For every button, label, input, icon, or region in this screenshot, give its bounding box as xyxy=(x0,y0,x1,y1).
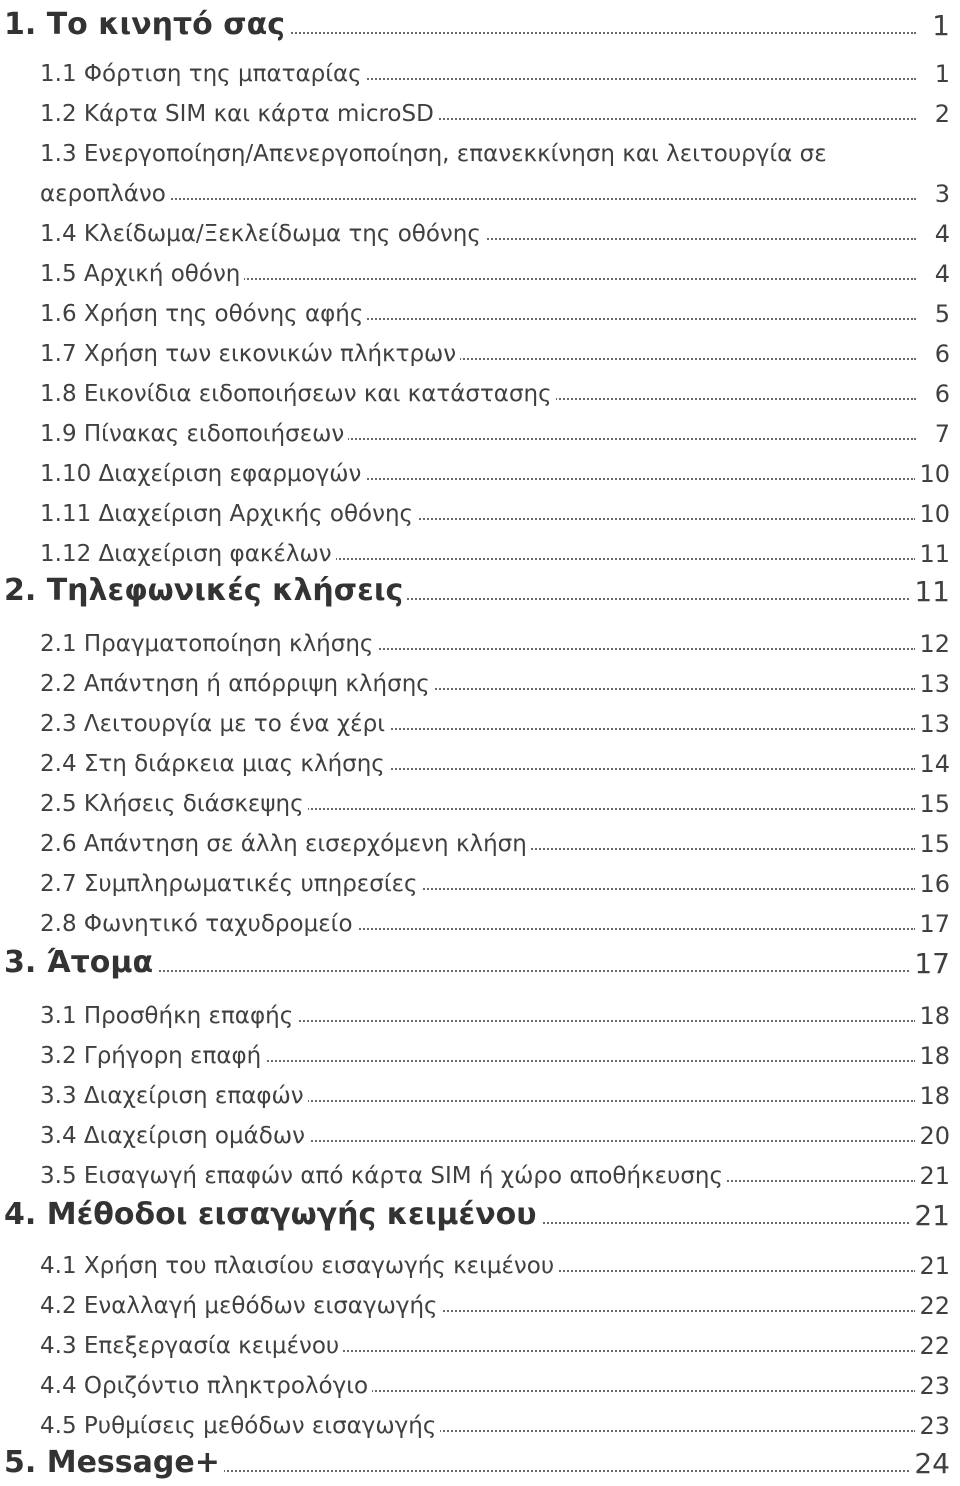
toc-entry[interactable] xyxy=(0,1112,960,1152)
toc-entry-title: 4.2 Εναλλαγή μεθόδων εισαγωγής xyxy=(40,1295,442,1318)
toc-entry[interactable] xyxy=(0,620,960,660)
toc-entry-title: 2.6 Απάντηση σε άλλη εισερχόμενη κλήση xyxy=(40,833,531,856)
toc-chapter-title: 5. Message+ xyxy=(4,1448,224,1478)
toc-entry-title: 4.3 Επεξεργασία κειμένου xyxy=(40,1335,343,1358)
page-number: 23 xyxy=(915,1414,950,1438)
toc-entry[interactable] xyxy=(0,900,960,940)
page-number: 3 xyxy=(931,182,950,206)
toc-entry-title: 1.12 Διαχείριση φακέλων xyxy=(40,543,336,566)
toc-entry-title: 1.2 Κάρτα SIM και κάρτα microSD xyxy=(40,103,438,126)
toc-entry[interactable] xyxy=(0,1322,960,1362)
toc-entry-title: 2.8 Φωνητικό ταχυδρομείο xyxy=(40,913,357,936)
page-number: 10 xyxy=(915,502,950,526)
toc-entry-title-continued: αεροπλάνο xyxy=(40,183,170,206)
page-number: 5 xyxy=(931,302,950,326)
toc-entry[interactable] xyxy=(0,1072,960,1112)
toc-entry-title: 1.9 Πίνακας ειδοποιήσεων xyxy=(40,423,348,446)
toc-entry-title: 1.7 Χρήση των εικονικών πλήκτρων xyxy=(40,343,460,366)
page-number: 17 xyxy=(915,912,950,936)
page-number: 18 xyxy=(915,1084,950,1108)
page-number: 15 xyxy=(915,792,950,816)
page-number: 6 xyxy=(931,342,950,366)
toc-entry-title: 1.6 Χρήση της οθόνης αφής xyxy=(40,303,367,326)
page-number: 11 xyxy=(915,542,950,566)
page-number: 20 xyxy=(915,1124,950,1148)
toc-chapter-title: 2. Τηλεφωνικές κλήσεις xyxy=(4,576,407,606)
page-number: 22 xyxy=(915,1294,950,1318)
toc-chapter[interactable] xyxy=(0,942,960,982)
page-number: 10 xyxy=(915,462,950,486)
page-number: 16 xyxy=(915,872,950,896)
toc-entry-title: 1.3 Ενεργοποίηση/Απενεργοποίηση, επανεκκίνηση και λειτουργία σε xyxy=(40,143,831,166)
toc-entry-title: 4.1 Χρήση του πλαισίου εισαγωγής κειμένου xyxy=(40,1255,558,1278)
toc-entry-title: 2.3 Λειτουργία με το ένα χέρι xyxy=(40,713,389,736)
toc-entry[interactable] xyxy=(0,290,960,330)
page-number: 12 xyxy=(915,632,950,656)
toc-entry-title: 1.8 Εικονίδια ειδοποιήσεων και κατάστασης xyxy=(40,383,556,406)
toc-entry[interactable] xyxy=(0,700,960,740)
page-number: 17 xyxy=(910,950,950,978)
page-number: 6 xyxy=(931,382,950,406)
page-number: 18 xyxy=(915,1004,950,1028)
toc-entry[interactable] xyxy=(0,1362,960,1402)
toc-entry[interactable] xyxy=(0,820,960,860)
page-number: 14 xyxy=(915,752,950,776)
toc-entry[interactable] xyxy=(0,1152,960,1192)
toc-entry[interactable] xyxy=(0,1242,960,1282)
toc-entry-title: 4.5 Ρυθμίσεις μεθόδων εισαγωγής xyxy=(40,1415,440,1438)
toc-entry[interactable] xyxy=(0,1282,960,1322)
page-number: 21 xyxy=(915,1254,950,1278)
page-number: 4 xyxy=(931,262,950,286)
toc-entry[interactable] xyxy=(0,250,960,290)
toc-entry-title: 2.4 Στη διάρκεια μιας κλήσης xyxy=(40,753,389,776)
toc-entry-title: 3.4 Διαχείριση ομάδων xyxy=(40,1125,309,1148)
toc-entry-title: 3.2 Γρήγορη επαφή xyxy=(40,1045,265,1068)
toc-chapter-title: 3. Άτομα xyxy=(4,948,157,978)
page-number: 21 xyxy=(910,1202,950,1230)
page-number: 15 xyxy=(915,832,950,856)
toc-entry[interactable] xyxy=(0,450,960,490)
toc-entry[interactable] xyxy=(0,410,960,450)
toc-entry-title: 2.7 Συμπληρωματικές υπηρεσίες xyxy=(40,873,422,896)
toc-entry[interactable] xyxy=(0,490,960,530)
toc-entry-title: 2.2 Απάντηση ή απόρριψη κλήσης xyxy=(40,673,434,696)
toc-entry-title: 1.1 Φόρτιση της μπαταρίας xyxy=(40,63,366,86)
toc-entry[interactable] xyxy=(0,992,960,1032)
toc-entry[interactable] xyxy=(0,660,960,700)
dot-leader xyxy=(40,198,916,200)
page-number: 13 xyxy=(915,672,950,696)
page-number: 22 xyxy=(915,1334,950,1358)
page-number: 18 xyxy=(915,1044,950,1068)
toc-entry[interactable] xyxy=(0,780,960,820)
toc-entry-title: 2.5 Κλήσεις διάσκεψης xyxy=(40,793,308,816)
toc-entry-title: 3.1 Προσθήκη επαφής xyxy=(40,1005,297,1028)
page-number: 23 xyxy=(915,1374,950,1398)
toc-entry[interactable] xyxy=(0,330,960,370)
toc-entry-title: 2.1 Πραγματοποίηση κλήσης xyxy=(40,633,377,656)
toc-chapter-title: 4. Μέθοδοι εισαγωγής κειμένου xyxy=(4,1200,541,1230)
toc-entry[interactable] xyxy=(0,1402,960,1442)
page-number: 24 xyxy=(910,1450,950,1478)
page-number: 1 xyxy=(928,12,950,40)
toc-chapter[interactable] xyxy=(0,1442,960,1482)
page-number: 11 xyxy=(910,578,950,606)
toc-entry-title: 3.3 Διαχείριση επαφών xyxy=(40,1085,308,1108)
toc-entry[interactable] xyxy=(0,141,960,210)
toc-entry[interactable] xyxy=(0,530,960,570)
toc-entry-title: 1.5 Αρχική οθόνη xyxy=(40,263,244,286)
page-number: 1 xyxy=(931,62,950,86)
toc-entry[interactable] xyxy=(0,740,960,780)
toc-entry[interactable] xyxy=(0,210,960,250)
toc-entry-title: 1.4 Κλείδωμα/Ξεκλείδωμα της οθόνης xyxy=(40,223,485,246)
toc-entry-title: 1.11 Διαχείριση Αρχικής οθόνης xyxy=(40,503,417,526)
toc-chapter-title: 1. Το κινητό σας xyxy=(4,10,289,40)
toc-entry[interactable] xyxy=(0,50,960,90)
toc-chapter[interactable] xyxy=(0,1194,960,1234)
toc-chapter[interactable] xyxy=(0,4,960,44)
page-number: 2 xyxy=(931,102,950,126)
toc-entry[interactable] xyxy=(0,370,960,410)
toc-entry-title: 1.10 Διαχείριση εφαρμογών xyxy=(40,463,365,486)
toc-entry[interactable] xyxy=(0,90,960,130)
page-number: 4 xyxy=(931,222,950,246)
toc-entry-title: 4.4 Οριζόντιο πληκτρολόγιο xyxy=(40,1375,372,1398)
page-number: 7 xyxy=(931,422,950,446)
toc-entry-title: 3.5 Εισαγωγή επαφών από κάρτα SIM ή χώρο αποθήκευσης xyxy=(40,1165,727,1188)
page-number: 13 xyxy=(915,712,950,736)
toc-entry[interactable] xyxy=(0,860,960,900)
toc-entry[interactable] xyxy=(0,1032,960,1072)
toc-chapter[interactable] xyxy=(0,570,960,610)
page-number: 21 xyxy=(915,1164,950,1188)
